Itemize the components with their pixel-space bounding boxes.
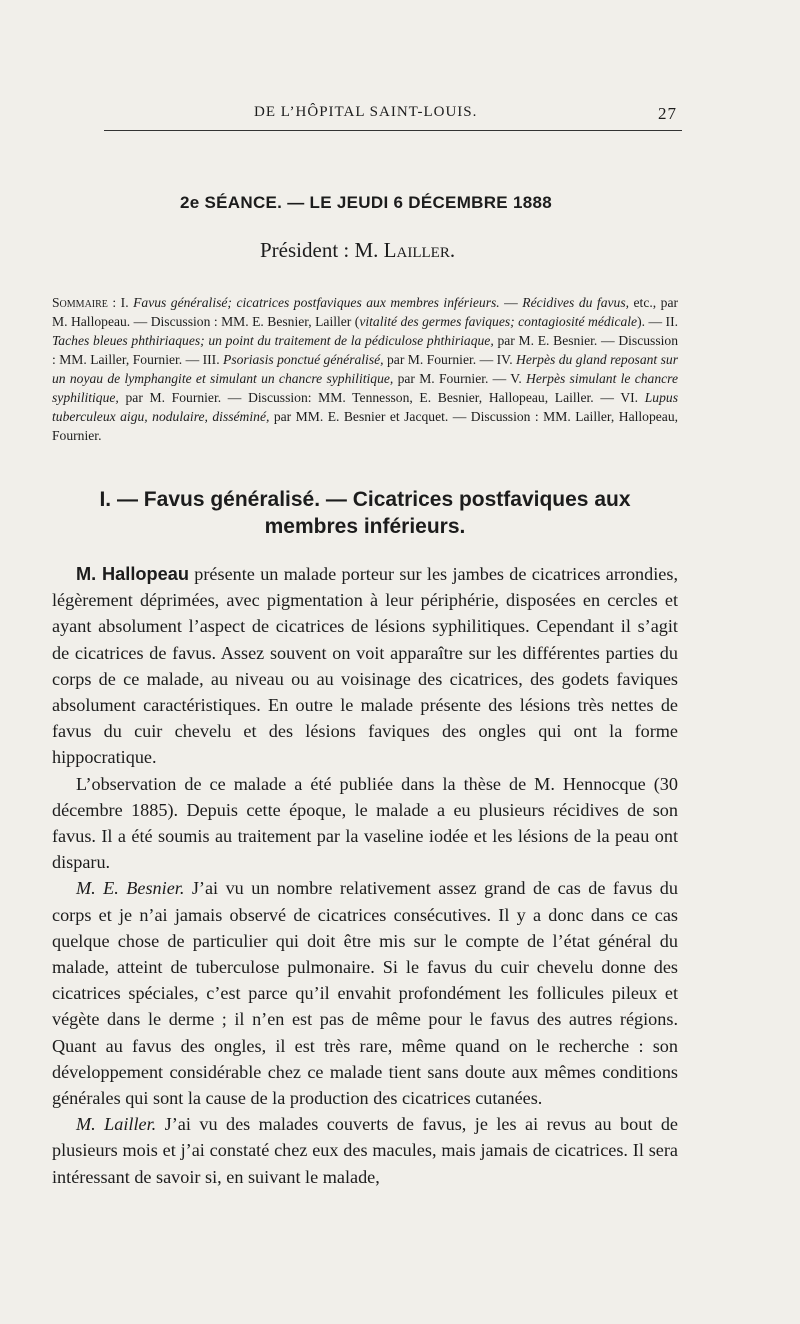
paragraph-text: présente un malade porteur sur les jambes de cicatrices arrondies, légèrement déprimées, avec pigmentation à leur périphérie, disposées en cercles et ayant absolument l’aspect de cicatrices de lésions syphilitiques. Cependant il s’agit de cicatrices de favus. Assez souvent on voit apparaître sur les différentes parties du corps de ce malade, au niveau ou au voisinage des cicatrices, des godets faviques absolument caractéristiques. En outre le malade présente des lésions très nettes de favus du cuir chevelu et des lésions faviques des ongles qui ont la forme hippocratique.	[52, 564, 678, 768]
body-text	[52, 561, 678, 1190]
sommaire-segment: par MM. E. Besnier et Jacquet. — Discussion : MM. Lailler, Hallopeau, Fournier.	[52, 409, 679, 443]
paragraph-text: L’observation de ce malade a été publiée dans la thèse de M. Hennocque (30 décembre 1885). Depuis cette époque, le malade a eu plusieurs récidives de son favus. Il a été soumis au traitement par la vaseline iodée et les lésions de la peau ont disparu.	[52, 773, 678, 873]
sommaire-segment: etc., par M. Hallopeau. — Discussion : MM. E. Besnier, Lailler (	[52, 295, 678, 329]
sommaire-body	[52, 295, 678, 443]
section-heading: I. — Favus généralisé. — Cicatrices postfaviques aux membres inférieurs.	[99, 488, 631, 538]
sommaire-segment: Récidives du favus,	[522, 295, 630, 310]
sommaire-segment: : I.	[107, 295, 134, 310]
president-label: Président : M.	[260, 238, 384, 262]
paragraph	[52, 1111, 678, 1190]
sommaire-segment: Psoriasis ponctué généralisé,	[223, 352, 384, 367]
sommaire-segment: par M. Fournier. — V.	[393, 371, 527, 386]
sommaire-segment: vitalité des germes faviques; contagiosité médicale	[359, 314, 638, 329]
president-line	[260, 238, 455, 263]
sommaire-segment: par M. Fournier. — IV.	[383, 352, 517, 367]
sommaire-segment: par M. Fournier. — Discussion: MM. Tennesson, E. Besnier, Hallopeau, Lailler. — VI.	[118, 390, 645, 405]
paragraph	[52, 875, 678, 1111]
speaker-name: M. Hallopeau	[76, 564, 189, 584]
president-name: Lailler.	[383, 238, 456, 262]
header-rule	[104, 130, 682, 131]
paragraph-text: J’ai vu un nombre relativement assez grand de cas de favus du corps et je n’ai jamais observé de cicatrices consécutives. Il y a donc dans ce cas quelque chose de particulier qui doit être mis sur le compte de l’état général du malade, atteint de tuberculose pulmonaire. Si le favus du cuir chevelu donne des cicatrices spéciales, c’est parce qu’il envahit profondément les follicules pileux et végète dans le derme ; il n’en est pas de même pour le favus des autres régions. Quant au favus des ongles, il est très rare, même quand on le recherche : son développement considérable chez ce malade tient sans doute aux mêmes conditions générales qui sont la cause de la production des cicatrices cutanées.	[52, 878, 678, 1109]
sommaire-segment: Herpès simulant le chancre syphilitique,	[52, 371, 679, 405]
sommaire-segment: Taches bleues phthiriaques; un point du traitement de la pédiculose phthiriaque,	[52, 333, 494, 348]
sommaire-segment: —	[499, 295, 523, 310]
sommaire-segment: par M. E. Besnier. — Discussion : MM. Lailler, Fournier. — III.	[52, 333, 678, 367]
sommaire-label: Sommaire	[52, 295, 108, 310]
sommaire-segment: Favus généralisé; cicatrices postfaviques aux membres inférieurs.	[133, 295, 500, 310]
speaker-name: M. Lailler.	[76, 1114, 157, 1135]
sommaire-segment: Herpès du gland reposant sur un noyau de lymphangite et simulant un chancre syphilitique,	[52, 352, 678, 386]
seance-title: 2e SÉANCE. — LE JEUDI 6 DÉCEMBRE 1888	[180, 193, 552, 212]
running-head-title: DE L’HÔPITAL SAINT-LOUIS.	[254, 104, 478, 120]
sommaire-segment: ). — II.	[637, 314, 678, 329]
paragraph	[52, 561, 678, 771]
sommaire	[52, 293, 678, 445]
sommaire-segment: Lupus tuberculeux aigu, nodulaire, disséminé,	[52, 390, 678, 424]
paragraph-text: J’ai vu des malades couverts de favus, je les ai revus au bout de plusieurs mois et j’ai constaté chez eux des macules, mais jamais de cicatrices. Il sera intéressant de savoir si, en suivant le malade,	[52, 1114, 678, 1187]
paragraph	[52, 771, 678, 876]
page-number: 27	[658, 104, 677, 123]
speaker-name: M. E. Besnier.	[76, 878, 185, 899]
